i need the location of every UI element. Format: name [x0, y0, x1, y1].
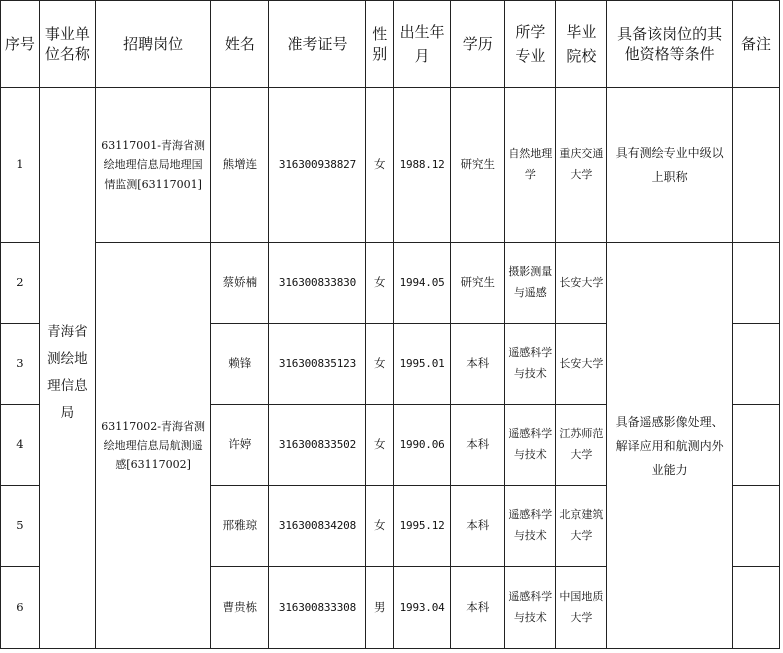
header-seq: 序号 — [1, 1, 40, 88]
birth-cell: 1994.05 — [394, 243, 451, 324]
name-cell: 曹贵栋 — [211, 567, 269, 649]
gender-cell: 女 — [366, 486, 394, 567]
education-cell: 本科 — [451, 486, 505, 567]
exam-no-cell: 316300938827 — [269, 88, 366, 243]
seq-cell: 6 — [1, 567, 40, 649]
header-gender: 性别 — [366, 1, 394, 88]
seq-cell: 3 — [1, 324, 40, 405]
gender-cell: 男 — [366, 567, 394, 649]
header-birth: 出生年月 — [394, 1, 451, 88]
school-cell: 长安大学 — [556, 243, 607, 324]
name-cell: 赖锋 — [211, 324, 269, 405]
table-row — [1, 243, 780, 324]
school-cell: 北京建筑大学 — [556, 486, 607, 567]
education-cell: 研究生 — [451, 88, 505, 243]
school-cell: 江苏师范大学 — [556, 405, 607, 486]
gender-cell: 女 — [366, 243, 394, 324]
education-cell: 本科 — [451, 324, 505, 405]
name-cell: 邢雅琼 — [211, 486, 269, 567]
unit-name-cell: 青海省测绘地理信息局 — [39, 88, 95, 649]
birth-cell: 1988.12 — [394, 88, 451, 243]
name-cell: 熊增连 — [211, 88, 269, 243]
gender-cell: 女 — [366, 324, 394, 405]
remarks-cell — [732, 567, 779, 649]
seq-cell: 1 — [1, 88, 40, 243]
name-cell: 许婷 — [211, 405, 269, 486]
major-cell: 遥感科学与技术 — [505, 324, 556, 405]
header-requirements: 具备该岗位的其他资格等条件 — [607, 1, 733, 88]
remarks-cell — [732, 486, 779, 567]
requirements-cell: 具备遥感影像处理、解译应用和航测内外业能力 — [607, 243, 733, 649]
header-education: 学历 — [451, 1, 505, 88]
major-cell: 自然地理学 — [505, 88, 556, 243]
school-cell: 长安大学 — [556, 324, 607, 405]
school-cell: 重庆交通大学 — [556, 88, 607, 243]
header-position: 招聘岗位 — [95, 1, 210, 88]
table-row — [1, 88, 780, 243]
header-name: 姓名 — [211, 1, 269, 88]
position-cell: 63117001-青海省测绘地理信息局地理国情监测[63117001] — [95, 88, 210, 243]
exam-no-cell: 316300833308 — [269, 567, 366, 649]
gender-cell: 女 — [366, 405, 394, 486]
school-cell: 中国地质大学 — [556, 567, 607, 649]
birth-cell: 1993.04 — [394, 567, 451, 649]
major-cell: 遥感科学与技术 — [505, 567, 556, 649]
position-cell: 63117002-青海省测绘地理信息局航测遥感[63117002] — [95, 243, 210, 649]
major-cell: 遥感科学与技术 — [505, 405, 556, 486]
education-cell: 本科 — [451, 405, 505, 486]
birth-cell: 1995.12 — [394, 486, 451, 567]
seq-cell: 4 — [1, 405, 40, 486]
remarks-cell — [732, 405, 779, 486]
name-cell: 蔡娇楠 — [211, 243, 269, 324]
birth-cell: 1990.06 — [394, 405, 451, 486]
remarks-cell — [732, 88, 779, 243]
header-school: 毕业院校 — [556, 1, 607, 88]
exam-no-cell: 316300833830 — [269, 243, 366, 324]
header-exam-no: 准考证号 — [269, 1, 366, 88]
remarks-cell — [732, 243, 779, 324]
seq-cell: 2 — [1, 243, 40, 324]
education-cell: 本科 — [451, 567, 505, 649]
header-remarks: 备注 — [732, 1, 779, 88]
major-cell: 遥感科学与技术 — [505, 486, 556, 567]
header-row — [1, 1, 780, 88]
birth-cell: 1995.01 — [394, 324, 451, 405]
header-unit: 事业单位名称 — [39, 1, 95, 88]
remarks-cell — [732, 324, 779, 405]
exam-no-cell: 316300833502 — [269, 405, 366, 486]
requirements-cell: 具有测绘专业中级以上职称 — [607, 88, 733, 243]
exam-no-cell: 316300835123 — [269, 324, 366, 405]
seq-cell: 5 — [1, 486, 40, 567]
header-major: 所学专业 — [505, 1, 556, 88]
education-cell: 研究生 — [451, 243, 505, 324]
gender-cell: 女 — [366, 88, 394, 243]
exam-no-cell: 316300834208 — [269, 486, 366, 567]
major-cell: 摄影测量与遥感 — [505, 243, 556, 324]
